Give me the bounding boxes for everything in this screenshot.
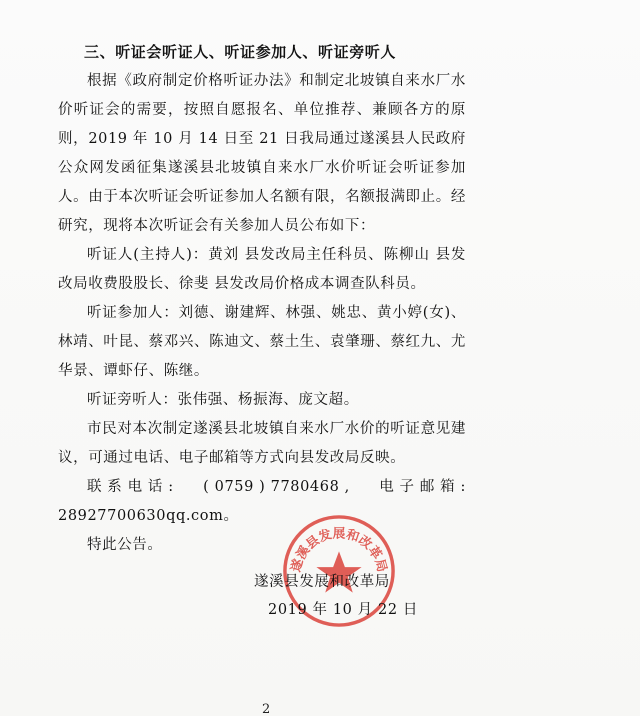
phone-label: 联 系 电 话 : [87, 479, 174, 495]
notice-body [58, 38, 466, 560]
closing-text: 特此公告。 [87, 537, 163, 553]
participants-paragraph: 听证参加人：刘德、谢建辉、林强、姚忠、黄小婷(女)、林靖、叶昆、蔡邓兴、陈迪文、蔡土生、袁肇珊、蔡红九、尤华景、谭虾仔、陈继。 [58, 305, 466, 379]
contact-line [58, 473, 466, 502]
hearers-paragraph: 听证人(主持人)：黄刘 县发改局主任科员、陈柳山 县发改局收费股股长、徐斐 县发改局价格成本调查队科员。 [58, 247, 466, 292]
section-heading: 三、听证会听证人、听证参加人、听证旁听人 [84, 43, 397, 61]
signature-org: 遂溪县发展和改革局 [254, 574, 390, 590]
email-value: 28927700630qq.com。 [58, 508, 239, 524]
observers-paragraph: 听证旁听人：张伟强、杨振海、庞文超。 [87, 392, 359, 408]
signature-date: 2019 年 10 月 22 日 [268, 602, 418, 618]
seal-text: 遂溪县发展和改革局 [288, 526, 390, 574]
phone-value: ( 0759 ) 7780468 , [203, 479, 350, 495]
email-label: 电 子 邮 箱 : [379, 479, 466, 495]
page-number: 2 [262, 702, 271, 717]
feedback-paragraph: 市民对本次制定遂溪县北坡镇自来水厂水价的听证意见建议，可通过电话、电子邮箱等方式向县发改局反映。 [58, 421, 466, 466]
signature-block [254, 568, 418, 624]
intro-paragraph: 根据《政府制定价格听证办法》和制定北坡镇自来水厂水价听证会的需要，按照自愿报名、单位推荐、兼顾各方的原则，2019 年 10 月 14 日至 21 日我局通过遂溪县人民政府公众网发函征集遂溪县北坡镇自来水厂水价听证会听证参加人。由于本次听证会听证参加人名额有限，名额报满即止。经研究，现将本次听证会有关参加人员公布如下： [58, 73, 466, 234]
